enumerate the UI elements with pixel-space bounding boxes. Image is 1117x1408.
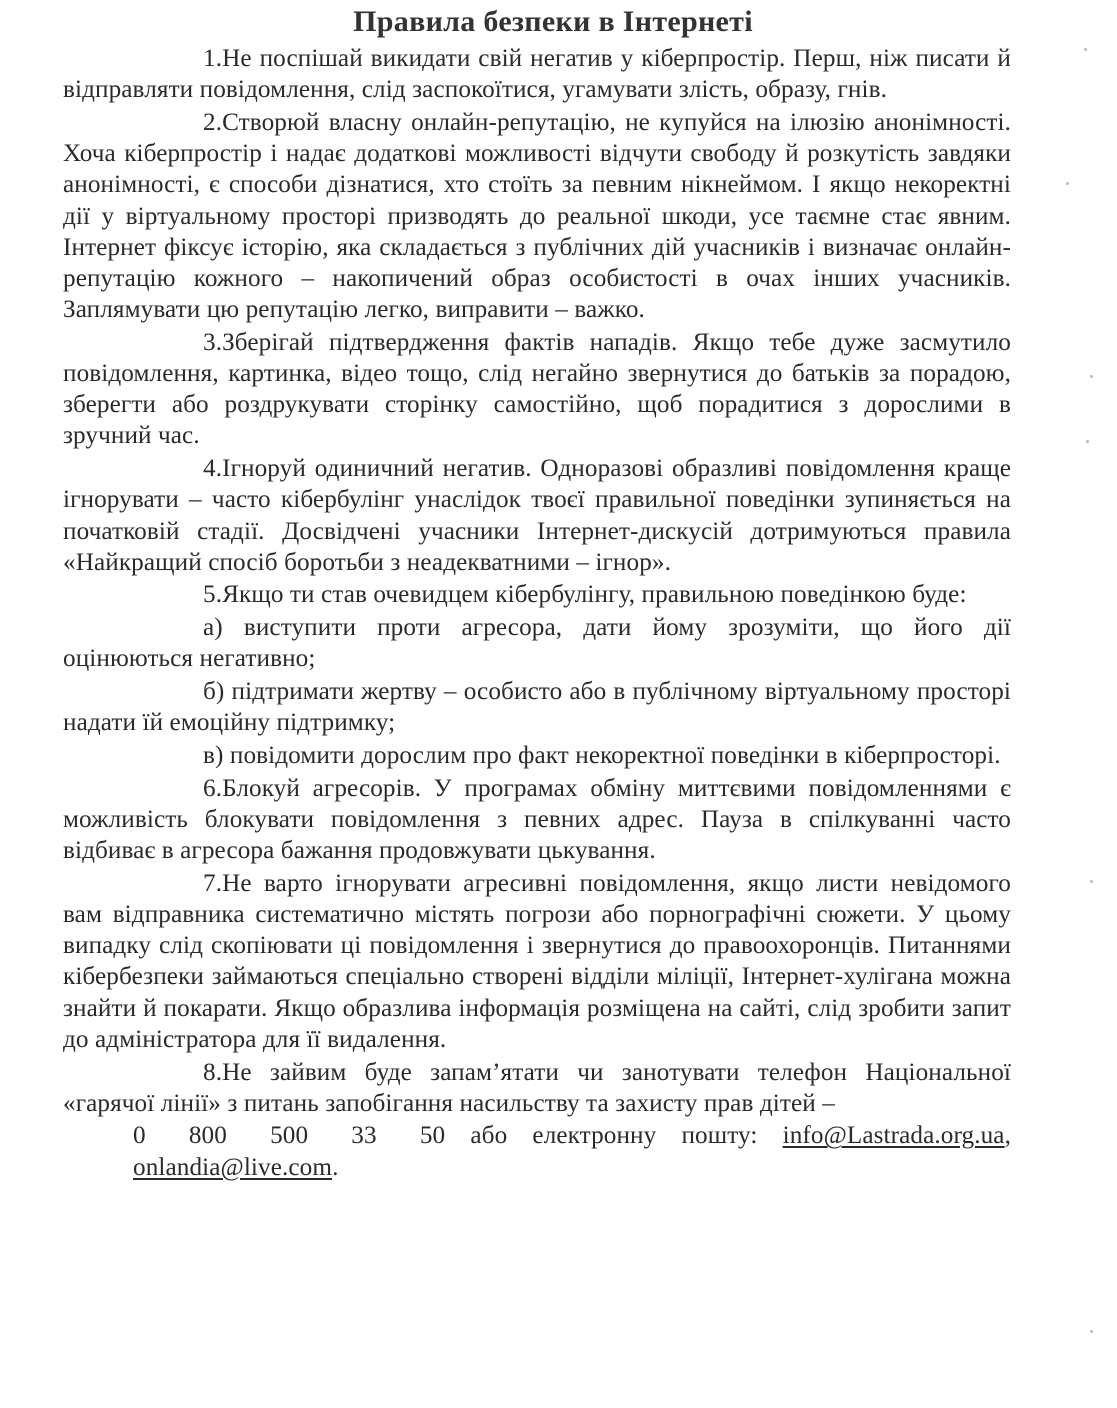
rule-text: Не варто ігнорувати агресивні повідомлення, якщо листи невідомого вам відправника систематично містять погрози або порнографічні сюжети. У цьому випадку слід скопіювати ці повідомлення і звернутися до правоохоронців. Питаннями кібербезпеки займаються спеціально створені відділи міліції, Інтернет-хулігана можна знайти й покарати. Якщо образлива інформація розміщена на сайті, слід зробити запит до адміністратора для її видалення. [63, 869, 1011, 1053]
subitem-text: підтримати жертву – особисто або в публічному віртуальному просторі надати їй емоційну підтримку; [63, 678, 1011, 737]
contact-connector: або електронну пошту: [470, 1122, 758, 1150]
rule-7 [63, 868, 1011, 1055]
email-separator: , [1004, 1122, 1011, 1150]
rule-1 [63, 43, 1011, 105]
rule-number: 7. [203, 869, 223, 897]
rule-text: Не поспішай викидати свій негатив у кіберпростір. Перш, ніж писати й відправляти повідомлення, слід заспокоїтися, угамувати злість, образу, гнів. [63, 45, 1011, 104]
rule-6 [63, 773, 1011, 867]
rule-number: 8. [203, 1058, 223, 1086]
rule-number: 1. [203, 45, 223, 72]
rule-5-subitem-c [63, 740, 1011, 771]
hotline-contact [63, 1120, 1011, 1182]
rule-8 [63, 1057, 1011, 1119]
rule-number: 5. [203, 581, 223, 609]
rule-text: Якщо ти став очевидцем кібербулінгу, правильною поведінкою буде: [222, 581, 967, 609]
rule-5-subitem-b [63, 676, 1011, 738]
scan-speck [1084, 48, 1087, 51]
rule-number: 2. [203, 108, 223, 136]
rule-text: Зберігай підтвердження фактів нападів. Якщо тебе дуже засмутило повідомлення, картинка, відео тощо, слід негайно звернутися до батьків за порадою, зберегти або роздрукувати сторінку самостійно, щоб порадитися з дорослими в зручний час. [63, 328, 1011, 450]
rule-5 [63, 579, 1011, 610]
rule-number: 6. [203, 774, 223, 802]
rule-text: Створюй власну онлайн-репутацію, не купуйся на ілюзію анонімності. Хоча кіберпростір і надає додаткові можливості відчути свободу й розкутість завдяки анонімності, є способи дізнатися, хто стоїть за певним нікнеймом. І якщо некоректні дії у віртуальному просторі призводять до реальної шкоди, усе таємне стає явним. Інтернет фіксує історію, яка складається з публічних дій учасників і визначає онлайн-репутацію кожного – накопичений образ особистості в очах інших учасників. Заплямувати цю репутацію легко, виправити – важко. [63, 108, 1011, 324]
subitem-text: повідомити дорослим про факт некоректної поведінки в кіберпросторі. [229, 741, 1001, 769]
rule-number: 3. [203, 328, 223, 356]
email-link-onlandia[interactable]: onlandia@live.com [133, 1153, 333, 1181]
rule-text: Блокуй агресорів. У програмах обміну миттєвими повідомленнями є можливість блокувати повідомлення з певних адрес. Пауза в спілкуванні часто відбиває в агресора бажання продовжувати цькування. [63, 774, 1011, 865]
rule-3 [63, 327, 1011, 452]
subitem-text: виступити проти агресора, дати йому зрозуміти, що його дії оцінюються негативно; [63, 614, 1011, 673]
hotline-phone: 0 800 500 33 50 [133, 1122, 446, 1150]
subitem-label: б) [203, 678, 225, 706]
contact-end: . [332, 1153, 339, 1181]
subitem-label: в) [203, 741, 224, 769]
document-page [63, 0, 1011, 1183]
rule-5-subitem-a [63, 612, 1011, 674]
page-title: Правила безпеки в Інтернеті [353, 5, 753, 38]
scan-speck [1090, 880, 1093, 883]
email-link-lastrada[interactable]: info@Lastrada.org.ua [782, 1122, 1005, 1150]
rule-4 [63, 453, 1011, 578]
rule-2 [63, 107, 1011, 325]
rule-text: Не зайвим буде запам’ятати чи занотувати телефон Національної «гарячої лінії» з питань запобігання насильству та захисту прав дітей – [63, 1058, 1011, 1117]
scan-speck [1090, 375, 1093, 378]
rule-text: Ігноруй одиничний негатив. Одноразові образливі повідомлення краще ігнорувати – часто кібербулінг унаслідок твоєї правильної поведінки зупиняється на початковій стадії. Досвідчені учасники Інтернет-дискусій дотримуються правила «Найкращий спосіб боротьби з неадекватними – ігнор». [63, 455, 1011, 576]
subitem-label: а) [203, 614, 223, 642]
scan-speck [1066, 182, 1069, 185]
scan-speck [1086, 440, 1089, 443]
rule-number: 4. [203, 455, 223, 483]
scan-speck [1090, 1330, 1093, 1333]
